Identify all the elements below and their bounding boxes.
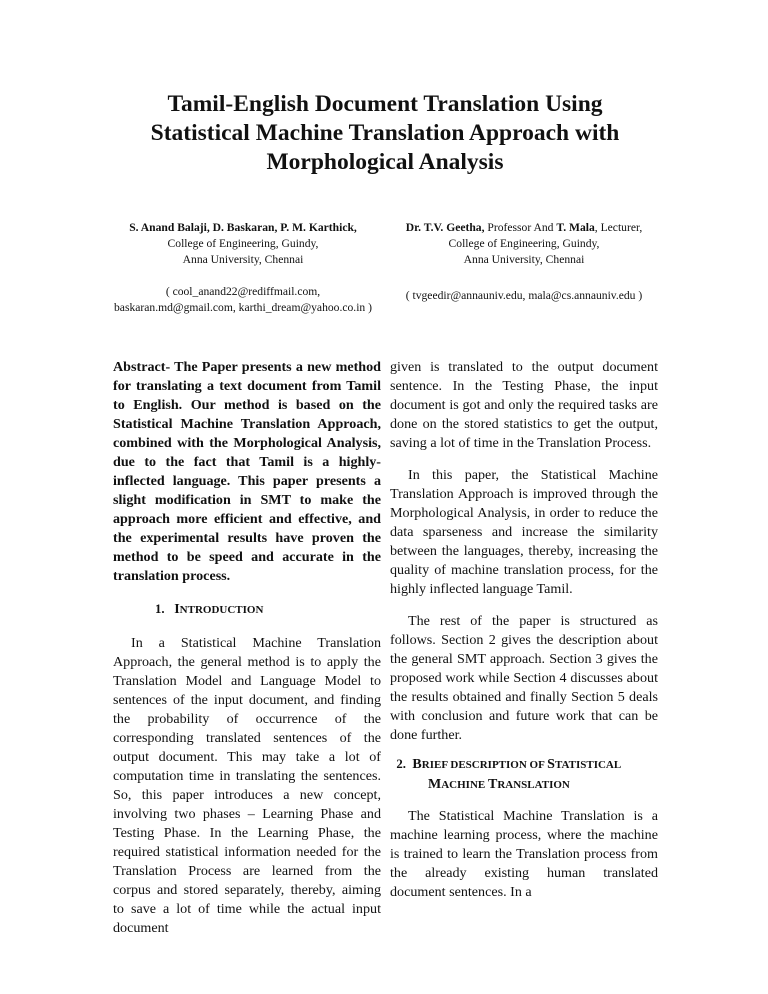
- title-line-2: Statistical Machine Translation Approach with: [150, 120, 620, 146]
- affiliation-left-2: Anna University, Chennai: [182, 253, 304, 266]
- heading-rest-statistical: TATISTICAL: [554, 759, 622, 771]
- section-number-1: 1.: [155, 602, 165, 616]
- heading-cap-t: T: [487, 777, 498, 792]
- heading-intro-cap: I: [174, 602, 180, 617]
- author-role-1: Professor And: [484, 221, 557, 234]
- authors-right: [385, 220, 663, 304]
- right-paragraph-2: In this paper, the Statistical Machine Translation Approach is improved through the Morphological Analysis, in order to reduce the data sparseness and increase the similarity between the languages, thereby, increasing the quality of machine translation process, for the highly inflected language Tamil.: [390, 467, 658, 597]
- heading-smt-line-1: [390, 757, 621, 771]
- heading-cap-b: B: [412, 757, 422, 772]
- title-line-1: Tamil-English Document Translation Using: [167, 91, 603, 117]
- abstract: Abstract- The Paper presents a new method for translating a text document from Tamil to English. Our method is based on the Statistical Machine Translation Approach, combined with the Morphological Analysis, due to the fact that Tamil is a highly-inflected language. This paper presents a slight modification in SMT to make the approach more efficient and effective, and the experimental results have proven the method to be speed and accurate in the translation process.: [113, 359, 381, 584]
- affiliation-left-1: College of Engineering, Guindy,: [167, 237, 319, 250]
- intro-paragraph: In a Statistical Machine Translation Approach, the general method is to apply the Translation Model and Language Model to sentences of the input document, and finding the probability of occurrence of the corresponding translated sentences of the output document. This may take a lot of computation time in translating the sentences. So, this paper introduces a new concept, involving two phases – Learning Phase and Testing Phase. In the Learning Phase, the required statistical information needed for the Translation Process are learned from the corpus and stored separately, thereby, aiming to save a lot of time while the actual input document: [113, 635, 381, 936]
- section-number-2: 2.: [396, 757, 407, 771]
- left-column: [113, 358, 381, 938]
- email-left-2: baskaran.md@gmail.com, karthi_dream@yahoo.co.in ): [114, 301, 372, 314]
- author-name-mala: T. Mala: [556, 221, 595, 234]
- heading-rest-brief: RIEF DESCRIPTION OF: [421, 759, 548, 771]
- email-right: ( tvgeedir@annauniv.edu, mala@cs.annauniv.edu ): [405, 289, 643, 302]
- heading-cap-s: S: [547, 757, 555, 772]
- section-heading-smt: [390, 755, 658, 795]
- title-line-3: Morphological Analysis: [266, 149, 504, 175]
- author-name-geetha: Dr. T.V. Geetha,: [405, 221, 485, 234]
- right-column: [390, 358, 658, 902]
- author-names-right: [385, 220, 663, 236]
- authors-left: [112, 220, 374, 316]
- paper-title: [90, 90, 680, 177]
- email-left-1: ( cool_anand22@rediffmail.com,: [165, 285, 321, 298]
- heading-smt-line-2: [390, 775, 658, 795]
- right-paragraph-3: The rest of the paper is structured as follows. Section 2 gives the description about the general SMT approach. Section 3 gives the proposed work while Section 4 discusses about the results obtained and finally Section 5 deals with conclusion and future work that can be done further.: [390, 613, 658, 743]
- author-names-left: S. Anand Balaji, D. Baskaran, P. M. Karthick,: [129, 221, 357, 234]
- heading-cap-m: M: [428, 777, 442, 792]
- heading-rest-translation: RANSLATION: [497, 779, 570, 791]
- author-role-2: , Lecturer,: [594, 221, 643, 234]
- affiliation-right-2: Anna University, Chennai: [463, 253, 585, 266]
- right-paragraph-1: given is translated to the output document sentence. In the Testing Phase, the input document is got and only the required tasks are done on the stored statistics to get the output, saving a lot of time in the Translation Process.: [390, 359, 658, 451]
- heading-intro-rest: NTRODUCTION: [179, 604, 264, 616]
- right-paragraph-4: The Statistical Machine Translation is a machine learning process, where the machine is trained to learn the Translation process from the already existing human translated document sentences. In a: [390, 808, 658, 900]
- heading-rest-machine: ACHINE: [441, 779, 488, 791]
- section-heading-introduction: [113, 600, 381, 620]
- affiliation-right-1: College of Engineering, Guindy,: [448, 237, 600, 250]
